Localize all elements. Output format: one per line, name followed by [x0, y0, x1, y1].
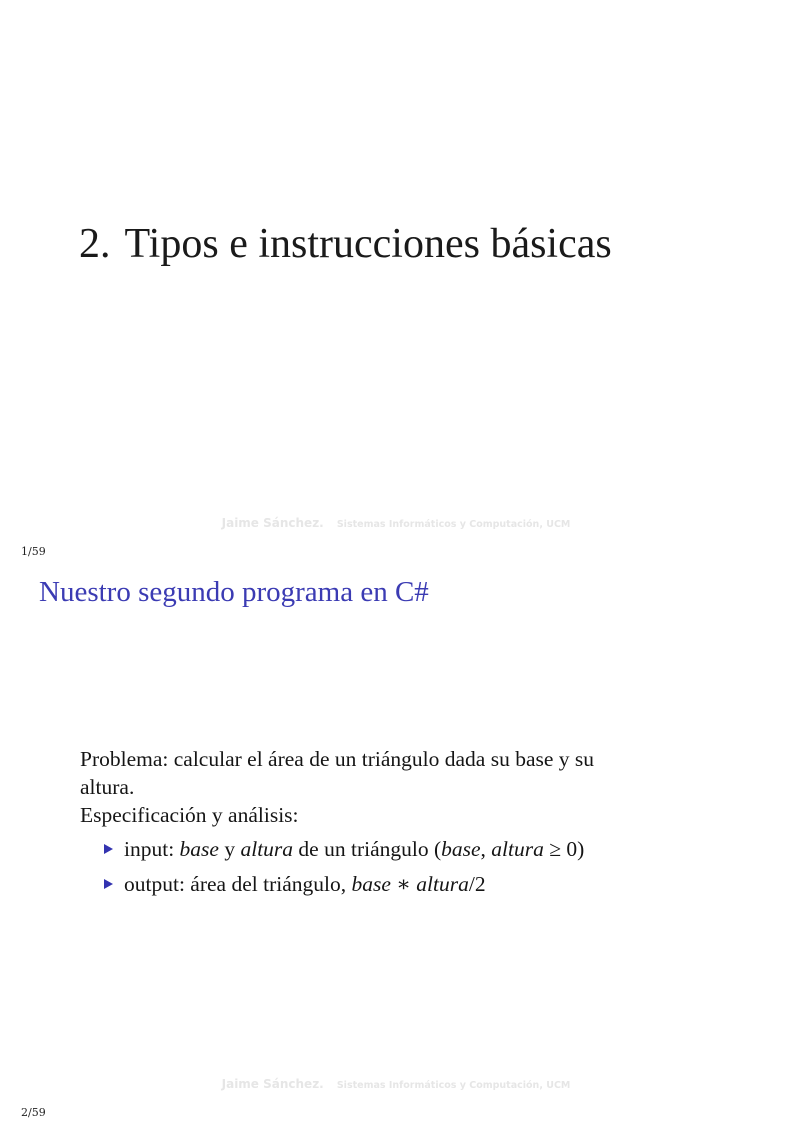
slide-content	[80, 745, 700, 905]
slide-2	[0, 560, 792, 1121]
footer-affiliation: Sistemas Informáticos y Computación, UCM	[336, 1080, 571, 1091]
problem-line-1: Problema: calcular el área de un triángulo dada su base y su	[80, 747, 595, 771]
slide-footer	[0, 512, 792, 531]
bullet-list	[80, 835, 700, 898]
var-altura: altura	[240, 837, 294, 861]
bullet-text: y	[218, 837, 241, 861]
var-base: base	[351, 872, 391, 896]
bullet-text: de un triángulo (	[293, 837, 442, 861]
bullet-text: ,	[480, 837, 492, 861]
bullet-text: /2	[468, 872, 486, 896]
slide-footer	[0, 1073, 792, 1092]
bullet-prefix: output: área del triángulo,	[124, 872, 352, 896]
triangle-bullet-icon	[104, 879, 113, 889]
operator: ∗	[390, 872, 417, 896]
var-altura: altura	[416, 872, 469, 896]
bullet-input	[102, 835, 700, 863]
footer-author: Jaime Sánchez.	[221, 1077, 324, 1091]
problem-statement	[80, 745, 700, 801]
bullet-prefix: input:	[124, 837, 180, 861]
problem-line-2: altura.	[80, 775, 135, 799]
slide-1	[0, 0, 792, 560]
bullet-text: ≥ 0)	[543, 837, 585, 861]
spec-label: Especificación y análisis:	[80, 803, 299, 827]
var-base: base	[179, 837, 219, 861]
footer-author: Jaime Sánchez.	[221, 516, 324, 530]
var-altura: altura	[491, 837, 544, 861]
section-number: 2.	[79, 221, 111, 268]
section-title	[79, 220, 612, 268]
var-base: base	[441, 837, 481, 861]
page-number: 2/59	[21, 1106, 46, 1119]
frame-title: Nuestro segundo programa en C#	[39, 576, 429, 608]
bullet-output	[102, 870, 700, 898]
triangle-bullet-icon	[104, 844, 113, 854]
page-number: 1/59	[21, 545, 46, 558]
footer-affiliation: Sistemas Informáticos y Computación, UCM	[336, 519, 571, 530]
section-title-text: Tipos e instrucciones básicas	[124, 221, 612, 268]
